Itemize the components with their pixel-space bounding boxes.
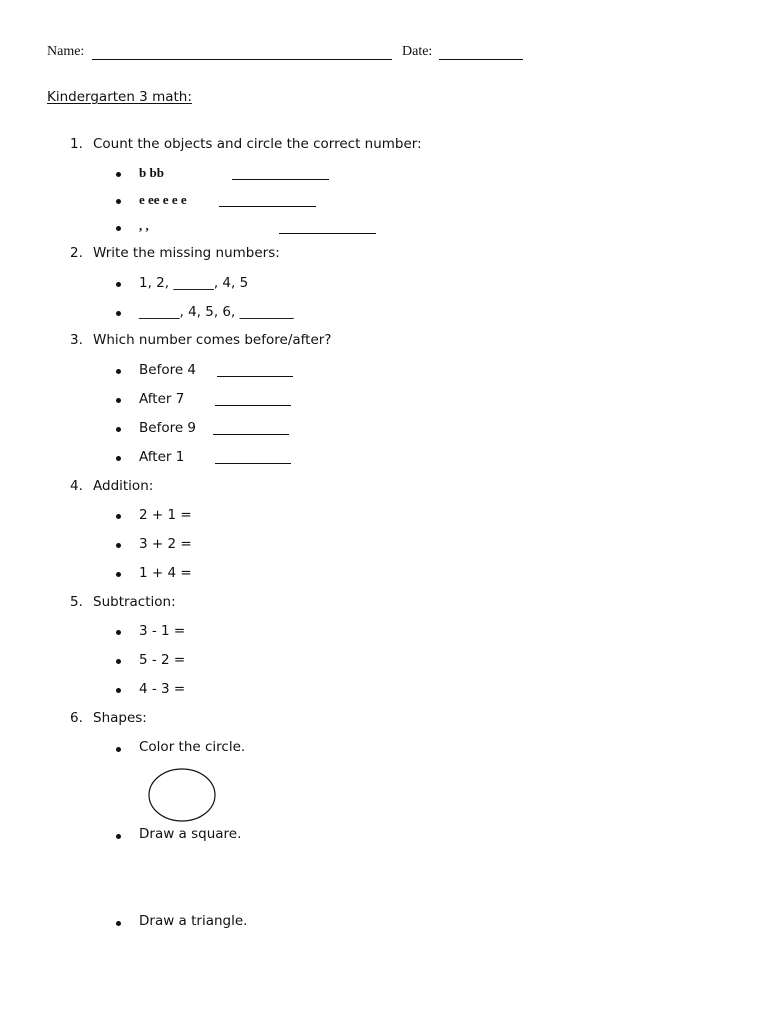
bullet xyxy=(116,199,121,204)
question-number-2: 2. xyxy=(70,245,83,261)
before-after-item-2: After 7 xyxy=(139,391,185,407)
question-number-6: 6. xyxy=(70,710,83,726)
addition-item-3: 1 + 4 = xyxy=(139,565,192,581)
bullet xyxy=(116,369,121,374)
before-after-item-3: Before 9 xyxy=(139,420,197,436)
answer-blank-3c[interactable] xyxy=(213,434,289,435)
question-prompt-2: Write the missing numbers: xyxy=(93,245,280,261)
question-number-3: 3. xyxy=(70,332,83,348)
bullet xyxy=(116,226,121,231)
subtraction-item-2: 5 - 2 = xyxy=(139,652,186,668)
bullet xyxy=(116,543,121,548)
bullet xyxy=(116,747,121,752)
answer-blank-3d[interactable] xyxy=(215,463,291,464)
bullet xyxy=(116,427,121,432)
count-objects-row-2: e ee e e e xyxy=(139,192,187,207)
shapes-item-triangle: Draw a triangle. xyxy=(139,913,248,929)
bullet xyxy=(116,398,121,403)
question-prompt-6: Shapes: xyxy=(93,710,147,726)
answer-blank-1b[interactable] xyxy=(219,206,316,207)
bullet xyxy=(116,282,121,287)
addition-item-1: 2 + 1 = xyxy=(139,507,192,523)
question-prompt-3: Which number comes before/after? xyxy=(93,332,332,348)
bullet xyxy=(116,921,121,926)
date-label: Date: xyxy=(402,44,433,59)
bullet xyxy=(116,630,121,635)
page-title: Kindergarten 3 math: xyxy=(47,89,192,105)
bullet xyxy=(116,514,121,519)
addition-item-2: 3 + 2 = xyxy=(139,536,192,552)
question-number-4: 4. xyxy=(70,478,83,494)
answer-blank-3a[interactable] xyxy=(217,376,293,377)
answer-blank-1c[interactable] xyxy=(279,233,376,234)
subtraction-item-3: 4 - 3 = xyxy=(139,681,186,697)
name-label: Name: xyxy=(47,44,85,59)
answer-blank-3b[interactable] xyxy=(215,405,291,406)
bullet xyxy=(116,659,121,664)
bullet xyxy=(116,834,121,839)
question-prompt-4: Addition: xyxy=(93,478,154,494)
bullet xyxy=(116,572,121,577)
question-number-1: 1. xyxy=(70,136,83,152)
answer-blank-1a[interactable] xyxy=(232,179,329,180)
before-after-item-1: Before 4 xyxy=(139,362,197,378)
shapes-item-circle: Color the circle. xyxy=(139,739,246,755)
question-number-5: 5. xyxy=(70,594,83,610)
date-field[interactable] xyxy=(439,59,523,60)
shapes-item-square: Draw a square. xyxy=(139,826,242,842)
bullet xyxy=(116,688,121,693)
missing-numbers-row-2: ______, 4, 5, 6, ________ xyxy=(139,304,294,320)
before-after-item-4: After 1 xyxy=(139,449,185,465)
name-field[interactable] xyxy=(92,59,392,60)
question-prompt-1: Count the objects and circle the correct number: xyxy=(93,136,422,152)
circle-shape[interactable] xyxy=(148,767,218,823)
bullet xyxy=(116,172,121,177)
count-objects-row-1: b bb xyxy=(139,165,164,180)
count-objects-row-3: , , xyxy=(139,218,149,233)
bullet xyxy=(116,311,121,316)
subtraction-item-1: 3 - 1 = xyxy=(139,623,186,639)
question-prompt-5: Subtraction: xyxy=(93,594,176,610)
missing-numbers-row-1: 1, 2, ______, 4, 5 xyxy=(139,275,249,291)
bullet xyxy=(116,456,121,461)
